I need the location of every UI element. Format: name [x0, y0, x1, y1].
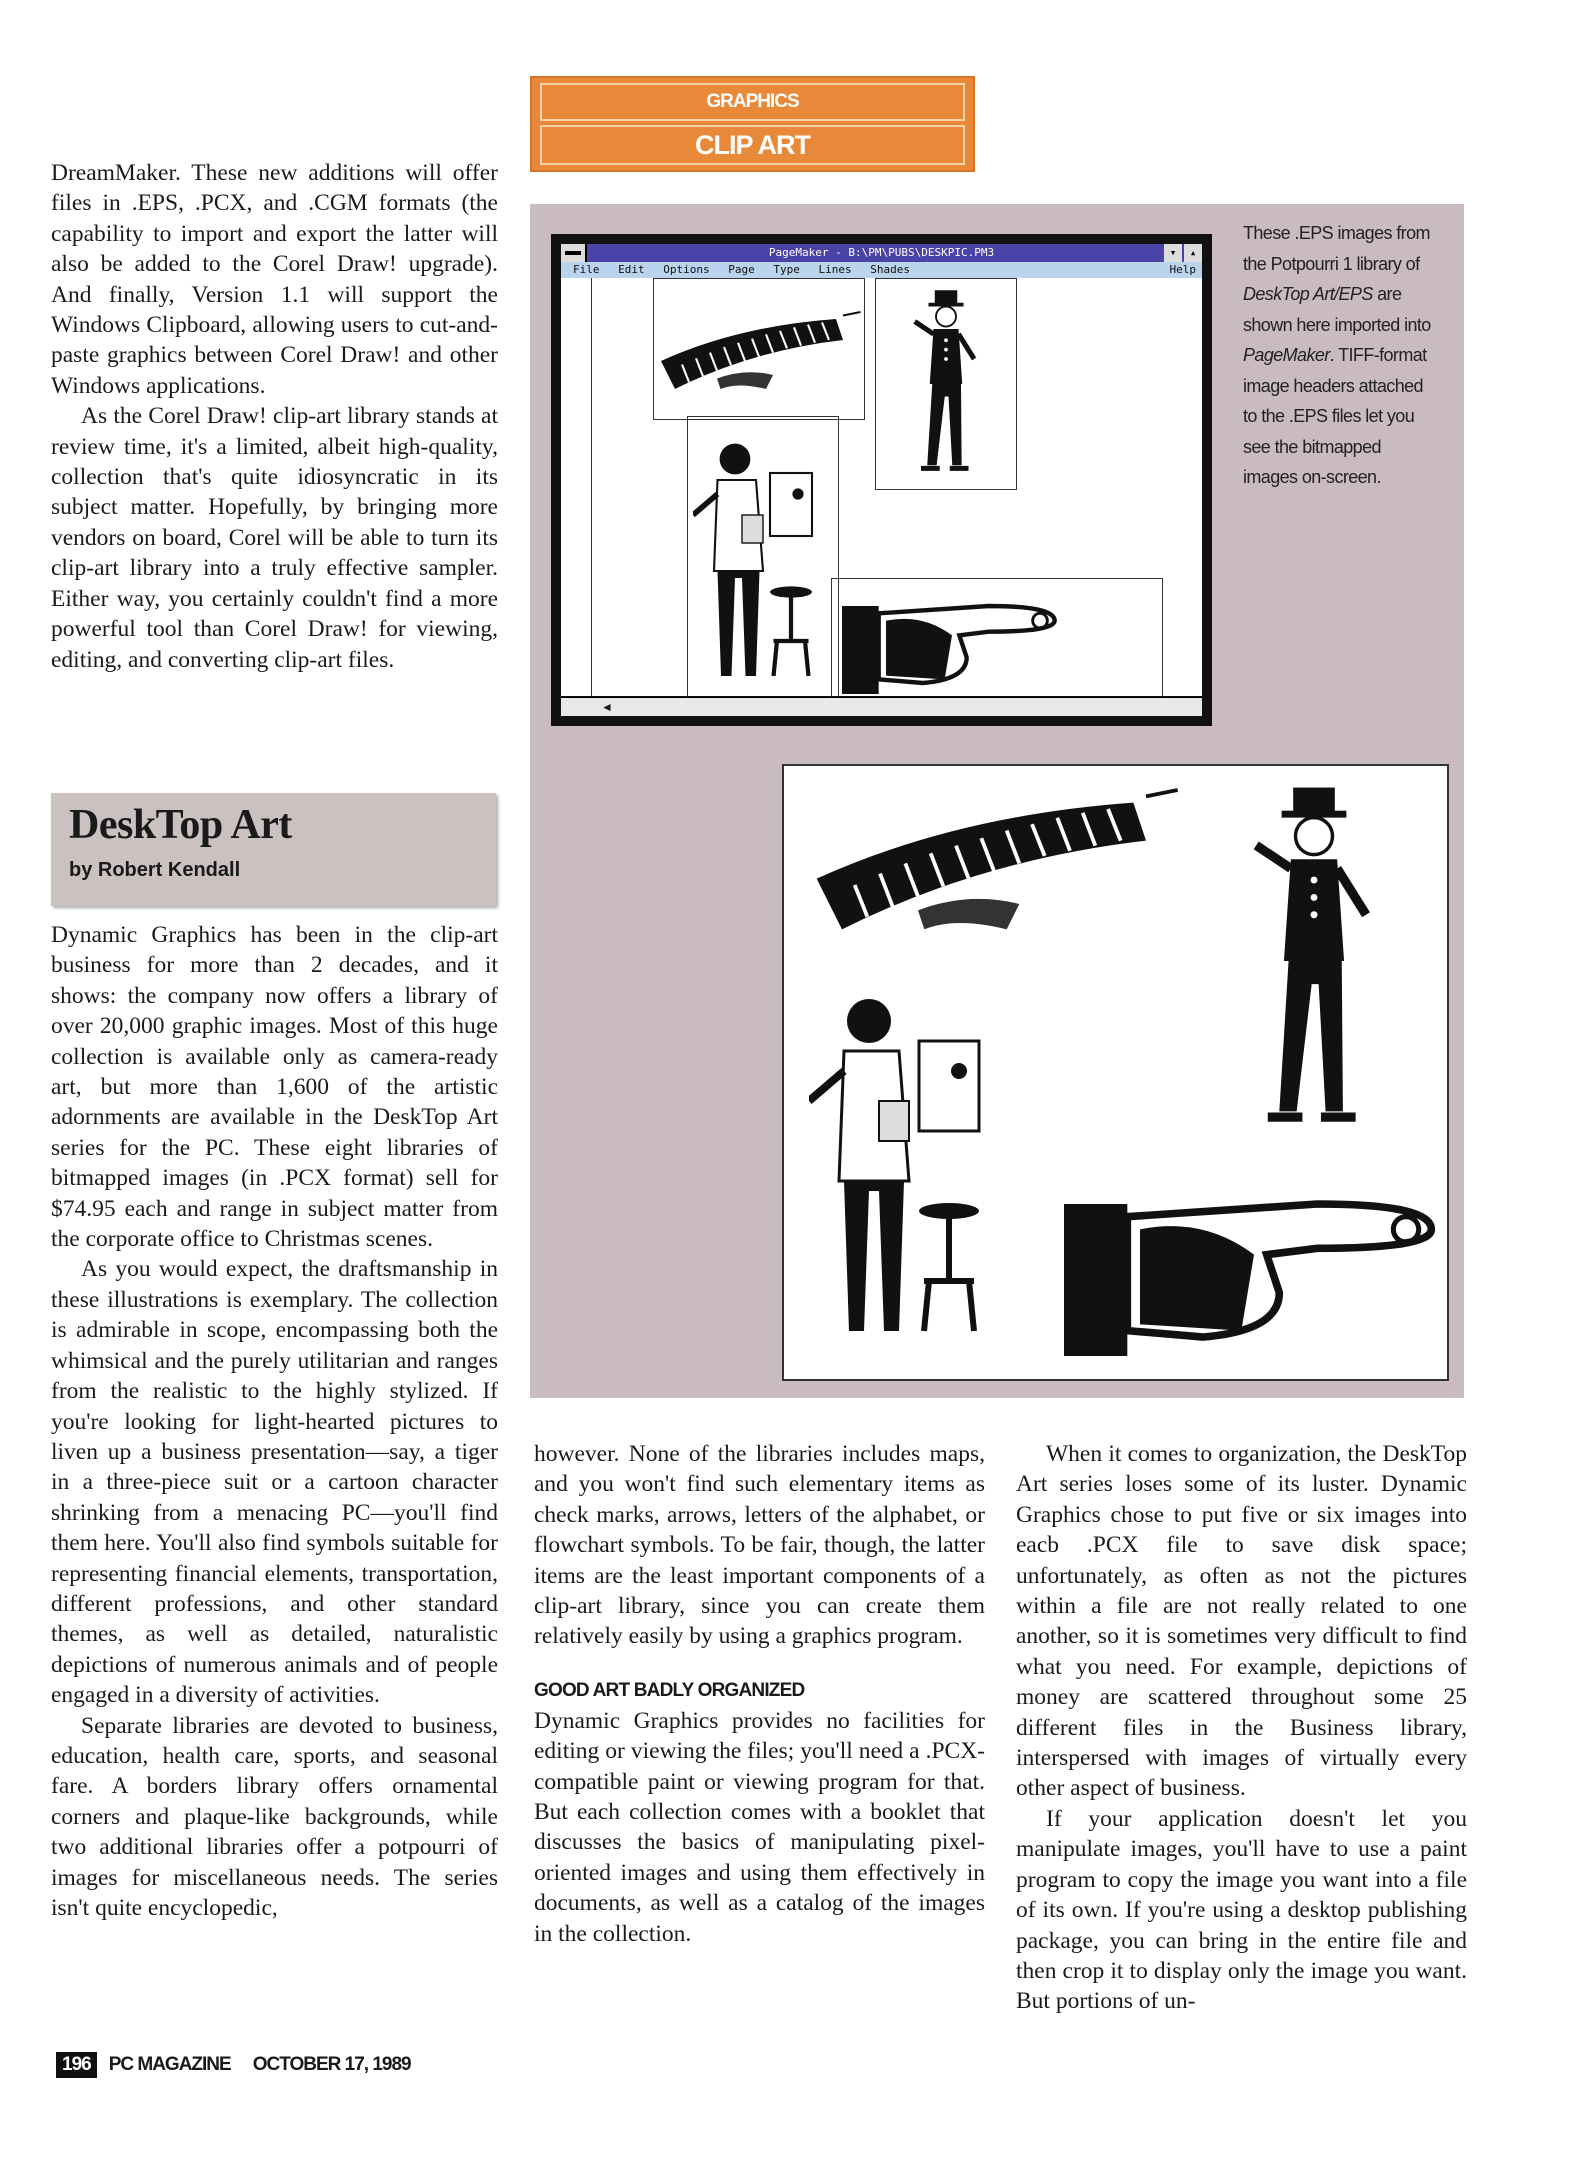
scroll-left-arrow-icon: ◄ [601, 700, 613, 714]
menu-lines: Lines [818, 263, 852, 276]
pointing-hand-image [837, 584, 1067, 694]
magazine-name: PC MAGAZINE [108, 2054, 231, 2075]
menu-shades: Shades [870, 263, 910, 276]
pointing-hand-image [1064, 1166, 1444, 1356]
menu-bar [561, 262, 1202, 278]
section-label: GRAPHICS [540, 83, 965, 121]
article-title: DeskTop Art [69, 802, 292, 848]
section-header [530, 76, 975, 172]
article-heading [51, 793, 496, 906]
menu-page: Page [728, 263, 755, 276]
horizontal-scrollbar [561, 697, 1202, 716]
page-footer [56, 2052, 411, 2078]
system-menu-icon [561, 244, 587, 262]
article-column-2 [534, 1439, 985, 1949]
woman-image [1224, 776, 1404, 1146]
woman-frame [875, 278, 1017, 490]
woman-image [886, 284, 1006, 484]
article-byline: by Robert Kendall [69, 859, 241, 881]
man-image [809, 981, 1009, 1341]
clip-art-samples [782, 764, 1449, 1381]
paragraph: If your application doesn't let you manipulate images, you'll have to use a paint program to copy the image you want into a file of its own. If you're using a desktop publishing package, you can bring in the entire file and then crop it to display only the image you want. But portions of un- [1016, 1805, 1467, 2015]
paragraph: As you would expect, the draftsmanship in these illustrations is exemplary. The collection is admirable in scope, encompassing both the whimsical and the purely utilitarian and ranges from the realistic to the highly stylized. If you're looking for light-hearted pictures to liven up a business presentation—say, a tiger in a three-piece suit or a cartoon character shrinking from a menacing PC—you'll find them here. You'll also find symbols suitable for representing financial elements, transportation, different professions, and other standard themes, as well as detailed, naturalistic depictions of numerous animals and of people engaged in a diversity of activities. [51, 1256, 498, 1709]
window-title: PageMaker - B:\PM\PUBS\DESKPIC.PM3 [768, 246, 995, 259]
man-frame [687, 416, 839, 698]
menu-options: Options [663, 263, 710, 276]
caption-text: . TIFF-format image headers attached to the .EPS files let you see the bitmapped images on-screen. [1243, 345, 1427, 487]
article-column-3 [1016, 1439, 1467, 2017]
page-workarea [561, 278, 1202, 696]
issue-date: OCTOBER 17, 1989 [252, 2054, 411, 2075]
menu-type: Type [773, 263, 800, 276]
paragraph: As the Corel Draw! clip-art library stands at review time, it's a limited, albeit high-quality, collection that's quite idiosyncratic in its subject matter. Hopefully, by bringing more vendors on board, Corel will be able to turn its clip-art library into a truly effective sampler. Either way, you certainly couldn't find a more powerful tool than Corel Draw! for viewing, editing, and converting clip-art files. [51, 403, 498, 673]
paragraph: When it comes to organization, the DeskTop Art series loses some of its luster. Dynamic Graphics chose to put five or six images into eacb .PCX file to save disk space; unfortunately, as often as not the pictures within a file are not really related to one another, so it is sometimes very difficult to find what you need. For example, depictions of money are scattered throughout some 25 different files in the Business library, interspersed with images of virtually every other aspect of business. [1016, 1441, 1467, 1802]
paragraph: DreamMaker. These new additions will offer files in .EPS, .PCX, and .CGM formats (the capability to import and export the latter will also be added to the Corel Draw! upgrade). And finally, Version 1.1 will support the Windows Clipboard, allowing users to cut-and-paste graphics between Corel Draw! and other Windows applications. [51, 160, 498, 399]
figure-caption [1243, 218, 1438, 493]
subsection-label: CLIP ART [540, 125, 965, 165]
page-margin-line [591, 278, 592, 696]
paragraph: however. None of the libraries includes maps, and you won't find such elementary items as check marks, arrows, letters of the alphabet, or flowchart symbols. To be fair, though, the latter items are the least important components of a clip-art library, since you can create them relatively easily by using a graphics program. [534, 1441, 985, 1650]
man-image [693, 422, 833, 692]
maximize-icon: ▴ [1184, 244, 1202, 262]
paragraph: Dynamic Graphics provides no facilities for editing or viewing the files; you'll need a .PCX-compatible paint or viewing program for that. But each collection comes with a booklet that discusses the basics of manipulating pixel-oriented images and using them effectively in documents, as well as a catalog of the images in the collection. [534, 1707, 985, 1947]
window-titlebar [561, 244, 1202, 262]
minimize-icon: ▾ [1164, 244, 1182, 262]
paragraph: Separate libraries are devoted to business, education, health care, sports, and seasonal fare. A borders library offers ornamental corners and plaque-like backgrounds, while two additional libraries offer a potpourri of images for miscellaneous needs. The series isn't quite encyclopedic, [51, 1712, 498, 1921]
piano-image [804, 786, 1184, 946]
caption-text: are shown here imported into [1243, 284, 1431, 335]
caption-text: These .EPS images from the Potpourri 1 library of [1243, 223, 1430, 274]
article-column-1 [51, 920, 498, 1923]
paragraph: Dynamic Graphics has been in the clip-art business for more than 2 decades, and it shows: the company now offers a library of over 20,000 graphic images. Most of this huge collection is available only as camera-ready art, but more than 1,600 of the artistic adornments are available in the DeskTop Art series for the PC. These eight libraries of bitmapped images (in .PCX format) sell for $74.95 each and range in subject matter from the corporate office to Christmas scenes. [51, 922, 498, 1253]
page-number: 196 [56, 2052, 97, 2078]
menu-edit: Edit [618, 263, 645, 276]
piano-image [654, 304, 864, 404]
menu-file: File [573, 263, 600, 276]
caption-product: DeskTop Art/EPS [1243, 284, 1373, 304]
hand-frame [831, 578, 1163, 700]
subheading: GOOD ART BADLY ORGANIZED [534, 1679, 805, 1701]
caption-product: PageMaker [1243, 345, 1330, 365]
corel-review-conclusion [51, 158, 498, 675]
piano-frame [653, 278, 865, 420]
pagemaker-screenshot [551, 234, 1212, 726]
menu-help: Help [1169, 263, 1196, 276]
